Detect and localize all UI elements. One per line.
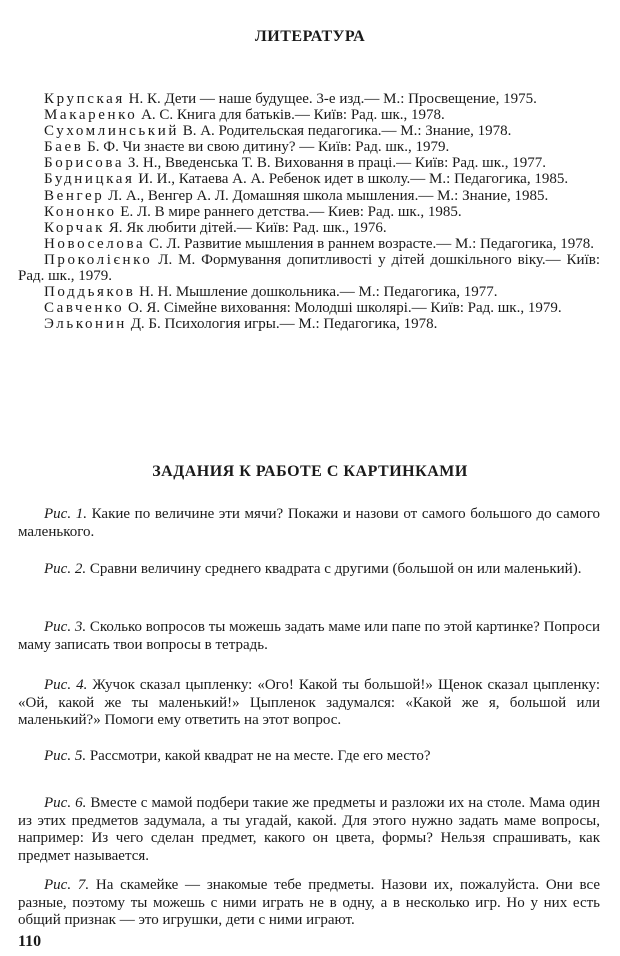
bibliography-entry <box>18 188 600 204</box>
entry-text: Л. А., Венгер А. Л. Домашняя школа мышления.— М.: Знание, 1985. <box>104 187 549 204</box>
task-text: На скамейке — знакомые тебе предметы. Назови их, пожалуйста. Они все разные, поэтому ты можешь с ними играть не в одну, а в несколько игр. Но у них есть общий признак — это игрушки, дети с ними играют. <box>18 877 601 928</box>
task-text: Сколько вопросов ты можешь задать маме или папе по этой картинке? Попроси маму записать твои вопросы в тетрадь. <box>18 619 600 653</box>
page-number: 110 <box>18 933 42 950</box>
task-item <box>18 795 600 865</box>
entry-author: Эльконин <box>44 316 127 333</box>
bibliography-entry <box>18 155 600 171</box>
entry-author: Савченко <box>44 300 125 317</box>
entry-author: Новоселова <box>44 235 146 252</box>
entry-text: Л. М. Формування допитливості у дітей дошкільного віку.— Київ: Рад. шк., 1979. <box>18 251 600 285</box>
entry-author: Будницкая <box>44 171 135 188</box>
task-text: Какие по величине эти мячи? Покажи и назови от самого большого до самого маленького. <box>18 506 600 540</box>
bibliography-entry <box>18 252 600 284</box>
task-item <box>18 877 600 930</box>
bibliography-entry <box>18 236 600 252</box>
task-text: Рассмотри, какой квадрат не на месте. Где его место? <box>86 748 431 764</box>
entry-text: И. И., Катаева А. А. Ребенок идет в школу.— М.: Педагогика, 1985. <box>134 171 569 188</box>
tasks-heading: ЗАДАНИЯ К РАБОТЕ С КАРТИНКАМИ <box>152 463 468 480</box>
entry-author: Кононко <box>44 203 117 220</box>
bibliography-entry <box>18 107 600 123</box>
entry-text: О. Я. Сімейне виховання: Молодші школярі.— Київ: Рад. шк., 1979. <box>124 300 562 317</box>
bibliography-entry <box>18 220 600 236</box>
task-item <box>18 677 600 730</box>
entry-text: Я. Як любити дітей.— Київ: Рад. шк., 1976. <box>104 219 387 236</box>
entry-author: Сухомлинський <box>44 123 179 140</box>
figure-label: Рис. 5. <box>44 748 87 764</box>
task-item <box>18 748 600 766</box>
entry-text: Б. Ф. Чи знаєте ви свою дитину? — Київ: Рад. шк., 1979. <box>83 139 450 156</box>
entry-text: Д. Б. Психология игры.— М.: Педагогика, 1978. <box>126 316 438 333</box>
figure-label: Рис. 6. <box>44 795 87 811</box>
figure-label: Рис. 4. <box>44 677 88 693</box>
figure-label: Рис. 3. <box>44 619 87 635</box>
entry-text: З. Н., Введенська Т. В. Виховання в праці.— Київ: Рад. шк., 1977. <box>124 155 547 172</box>
entry-author: Баев <box>44 139 84 156</box>
bibliography-entry <box>18 91 600 107</box>
bibliography-entry <box>18 123 600 139</box>
entry-author: Венгер <box>44 187 105 204</box>
figure-label: Рис. 7. <box>44 877 90 893</box>
bibliography-entry <box>18 139 600 155</box>
entry-author: Макаренко <box>44 107 138 124</box>
entry-author: Проколієнко <box>44 251 153 268</box>
task-text: Жучок сказал цыпленку: «Ого! Какой ты большой!» Щенок сказал цыпленку: «Ой, какой же ты маленький!» Цыпленок задумался: «Какой же я, большой или маленький?» Помоги ему ответить на этот вопрос. <box>18 677 600 728</box>
literature-heading: ЛИТЕРАТУРА <box>254 28 366 45</box>
bibliography-entry <box>18 300 600 316</box>
entry-text: А. С. Книга для батьків.— Київ: Рад. шк., 1978. <box>137 107 445 124</box>
entry-text: Н. Н. Мышление дошкольника.— М.: Педагогика, 1977. <box>135 284 498 301</box>
entry-author: Крупская <box>44 91 125 107</box>
bibliography-entry <box>18 171 600 187</box>
entry-text: В. А. Родительская педагогика.— М.: Знание, 1978. <box>178 123 512 140</box>
entry-text: Н. К. Дети — наше будущее. 3-е изд.— М.: Просвещение, 1975. <box>124 91 537 107</box>
entry-text: Е. Л. В мире раннего детства.— Киев: Рад. шк., 1985. <box>116 203 462 220</box>
task-item <box>18 619 600 654</box>
bibliography-entry <box>18 316 600 332</box>
entry-author: Борисова <box>44 155 125 172</box>
figure-label: Рис. 1. <box>44 506 87 522</box>
entry-author: Корчак <box>44 219 105 236</box>
entry-author: Поддьяков <box>44 284 136 301</box>
figure-label: Рис. 2. <box>44 561 87 577</box>
task-item <box>18 561 600 579</box>
task-item <box>18 506 600 541</box>
bibliography-entry <box>18 284 600 300</box>
task-text: Вместе с мамой подбери такие же предметы и разложи их на столе. Мама один из этих предметов задумала, а ты угадай, какой. Для этого нужно задать маме вопросы, например: Из чего сделан предмет, какого он цвета, формы? Нельзя спрашивать, как предмет называется. <box>18 795 600 864</box>
entry-text: С. Л. Развитие мышления в раннем возрасте.— М.: Педагогика, 1978. <box>145 235 595 252</box>
bibliography-entry <box>18 204 600 220</box>
bibliography-list <box>18 91 600 332</box>
task-text: Сравни величину среднего квадрата с другими (большой он или маленький). <box>86 561 582 577</box>
